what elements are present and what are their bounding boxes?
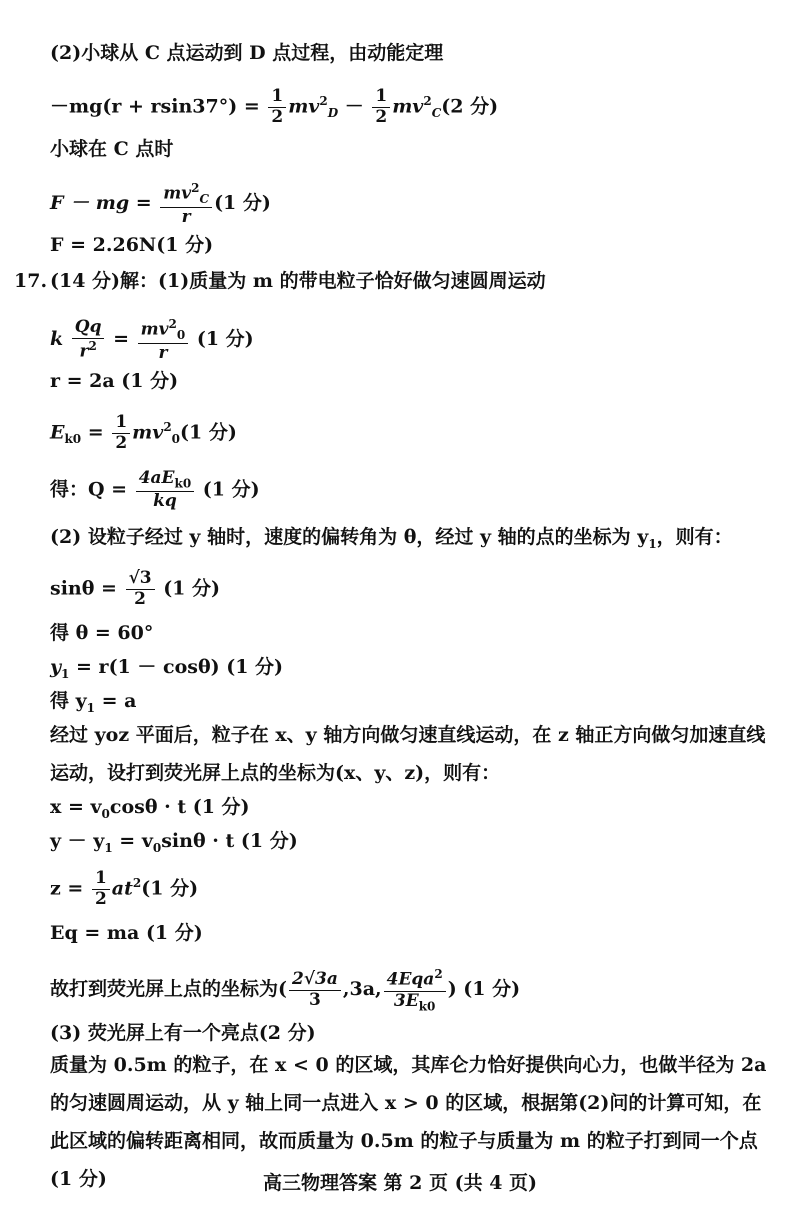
fraction-mv02-over-r: $\frac{mv^2_0}{r}$ <box>138 318 189 362</box>
fraction-half-2: $\frac{1}{2}$ <box>372 88 390 127</box>
fraction-4eqa2-over-3ek0: $\frac{4Eqa^2}{3E_{k0}}$ <box>384 968 446 1012</box>
line-x-equation: $x = v_0\cos\theta \cdot t$ (1 分) <box>50 796 250 821</box>
line-part3-title: (3) 荧光屏上有一个亮点(2 分) <box>50 1022 316 1044</box>
fraction-4aek0-over-kq: $\frac{4aE_{k0}}{kq}$ <box>136 470 194 511</box>
fraction-half-4: $\frac{1}{2}$ <box>92 870 110 909</box>
line-part2-title: (2)小球从 C 点运动到 D 点过程，由动能定理 <box>50 42 444 64</box>
fraction-2root3a-over-3: $\frac{2√3a}{3}$ <box>289 971 341 1010</box>
line-y-equation: $y - y_1 = v_0\sin\theta \cdot t$ (1 分) <box>50 830 298 855</box>
line-newton-equation: Eq = ma (1 分) <box>50 922 203 944</box>
line-question-17: 17. (14 分)解：(1)质量为 m 的带电粒子恰好做匀速圆周运动 <box>14 270 546 292</box>
fraction-half-3: $\frac{1}{2}$ <box>112 414 130 453</box>
fraction-qq-over-r2: $\frac{Qq}{r^2}$ <box>72 319 105 361</box>
page-footer: 高三物理答案 第 2 页 (共 4 页) <box>262 1172 538 1194</box>
line-sin-theta: sinθ = $\frac{√3}{2}$ (1 分) <box>50 568 221 609</box>
paragraph-part3-explanation: 质量为 0.5m 的粒子，在 x < 0 的区域，其库仑力恰好提供向心力，也做半径为 2a 的匀速圆周运动，从 y 轴上同一点进入 x > 0 的区域，根据第(2)问的计算可知，在此区域的偏转距离相同，故而质量为 0.5m 的粒子与质量为 m 的粒子打到同一个点 (1 分) <box>50 1054 767 1190</box>
line-energy-theorem-equation: －mg(r + rsin37°) = $\frac{1}{2}$ $mv^2_D$ － $\frac{1}{2}$ $mv^2_C(2$ 分) <box>50 86 499 127</box>
fraction-root3-over-2: $\frac{√3}{2}$ <box>126 570 155 609</box>
fraction-mvc2-over-r: $\frac{mv^2_C}{r}$ <box>160 182 212 226</box>
line-y1-result: 得 $y_1 = a$ <box>50 690 137 715</box>
paragraph-motion-after-yoz: 经过 yoz 平面后，粒子在 x、y 轴方向做匀速直线运动，在 z 轴正方向做匀加速直线运动，设打到荧光屏上点的坐标为(x、y、z)，则有： <box>50 724 766 784</box>
line-part2-setup: (2) 设粒子经过 y 轴时，速度的偏转角为 θ，经过 y 轴的点的坐标为 $y_1$，则有： <box>50 526 733 551</box>
line-coulomb-equation: k $\frac{Qq}{r^2}$ = $\frac{mv^2_0}{r}$ (1 分) <box>50 317 254 363</box>
line-force-equation: F － mg = $\frac{mv^2_C}{r}$ (1 分) <box>50 181 271 227</box>
line-coordinate-result: 故打到荧光屏上点的坐标为( $\frac{2√3a}{3}$ ,3a, $\frac{4Eqa^2}{3E_{k0}}$ ) (1 分) <box>50 967 521 1013</box>
line-at-point-c: 小球在 C 点时 <box>50 138 174 160</box>
line-kinetic-energy: $E_{k0}$ = $\frac{1}{2}$ $mv^2_0(1$ 分) <box>50 412 237 453</box>
line-theta-result: 得 θ = 60° <box>50 622 154 644</box>
line-radius: r = 2a (1 分) <box>50 370 179 392</box>
line-z-equation: z = $\frac{1}{2}$ $at^2(1$ 分) <box>50 868 199 909</box>
line-force-result: F = 2.26N(1 分) <box>50 234 214 256</box>
line-y1-equation: $y_1 = r(1 - \cos\theta)$ (1 分) <box>50 656 284 681</box>
fraction-half-1: $\frac{1}{2}$ <box>268 88 286 127</box>
line-charge-result: 得：Q = $\frac{4aE_{k0}}{kq}$ (1 分) <box>50 468 260 511</box>
